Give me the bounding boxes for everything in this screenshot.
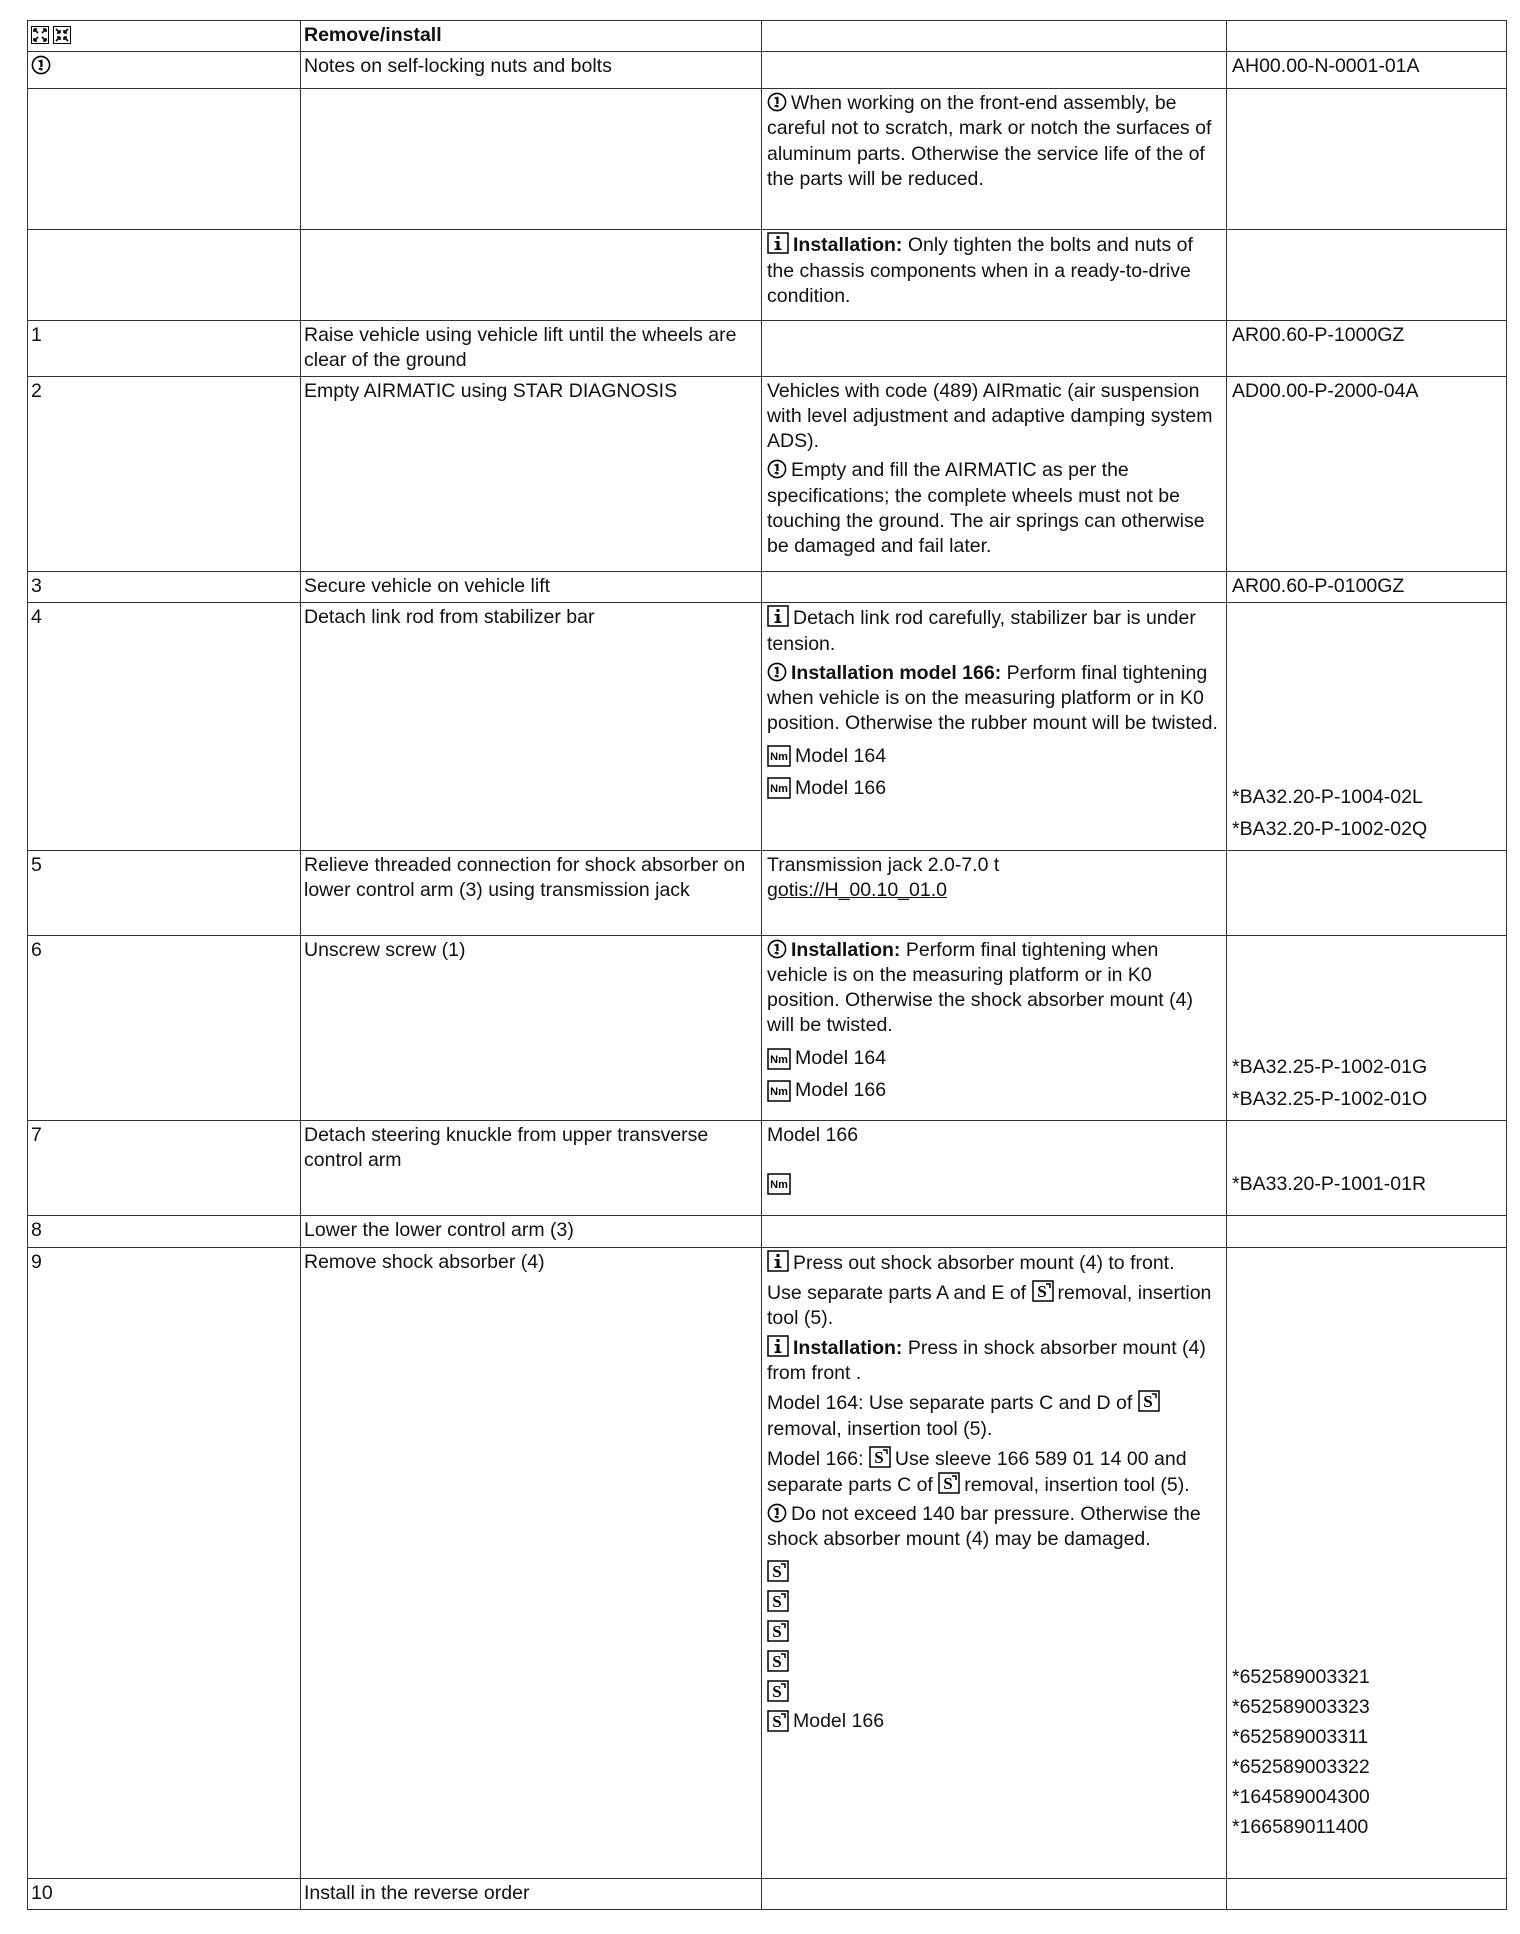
- tool-note: Model 166: S Use sleeve 166 589 01 14 00 and separate parts C of S removal, insertion tool (5).: [767, 1447, 1190, 1496]
- svg-text:Nm: Nm: [770, 751, 788, 764]
- tool-line: [767, 1676, 1223, 1706]
- step-number: 4: [28, 603, 301, 850]
- procedure-document: [27, 20, 1492, 1910]
- table-row: [28, 1247, 1507, 1878]
- document-reference-link[interactable]: AR00.60-P-1000GZ: [1227, 320, 1507, 376]
- header-col3: [762, 21, 1227, 52]
- header-row: [28, 21, 1507, 52]
- warning-note: Installation: Perform final tightening when vehicle is on the measuring platform or in K0 position. Otherwise the shock absorber mount (4) will be twisted.: [767, 939, 1193, 1037]
- tool-note: Transmission jack 2.0-7.0 t: [767, 853, 1000, 876]
- tool-line: [767, 1616, 1223, 1646]
- svg-text:S: S: [1036, 1281, 1047, 1301]
- warning-note: Empty and fill the AIRMATIC as per the specifications; the complete wheels must not be touching the ground. The air springs can otherwise be damaged and fail later.: [767, 459, 1205, 557]
- header-title: Remove/install: [301, 21, 762, 52]
- step-number: 9: [28, 1247, 301, 1878]
- torque-line: Nm Model 164: [767, 1043, 1223, 1075]
- svg-text:S: S: [772, 1682, 782, 1702]
- tool-reference-link[interactable]: *652589003323: [1232, 1696, 1370, 1719]
- document-reference-link[interactable]: *BA32.25-P-1002-01O: [1232, 1088, 1428, 1111]
- svg-text:S: S: [772, 1622, 782, 1642]
- step-text: Notes on self-locking nuts and bolts: [301, 52, 762, 89]
- info-note: Installation: Only tighten the bolts and nuts of the chassis components when in a ready-to-drive condition.: [767, 234, 1193, 307]
- special-tool-icon[interactable]: [767, 1560, 789, 1582]
- step-text: Secure vehicle on vehicle lift: [301, 572, 762, 603]
- table-row: [28, 89, 1507, 230]
- step-number: 7: [28, 1121, 301, 1216]
- nm-torque-icon[interactable]: [767, 745, 791, 767]
- svg-text:Nm: Nm: [770, 783, 788, 796]
- info-i-icon: [767, 232, 789, 254]
- special-tool-icon[interactable]: [869, 1446, 891, 1468]
- tool-line: [767, 1556, 1223, 1586]
- table-row: [28, 320, 1507, 376]
- applicability-note: Model 166: [767, 1124, 859, 1147]
- svg-text:S: S: [1142, 1392, 1153, 1412]
- info-note: Installation: Press in shock absorber mount (4) from front .: [767, 1337, 1206, 1385]
- document-reference-link[interactable]: *BA32.20-P-1002-02Q: [1232, 817, 1428, 840]
- table-row: [28, 1216, 1507, 1247]
- warning-circle-icon: [767, 662, 787, 682]
- svg-text:S: S: [874, 1447, 884, 1467]
- header-icons-cell: [28, 21, 301, 52]
- collapse-icon[interactable]: [53, 26, 71, 44]
- info-i-icon: [767, 1250, 789, 1272]
- step-text: Detach link rod from stabilizer bar: [301, 603, 762, 850]
- document-reference-link[interactable]: AD00.00-P-2000-04A: [1227, 376, 1507, 571]
- warning-note: Do not exceed 140 bar pressure. Otherwise the shock absorber mount (4) may be damaged.: [767, 1502, 1201, 1551]
- warning-circle-icon: [767, 1503, 787, 1523]
- special-tool-icon[interactable]: [938, 1472, 960, 1494]
- special-tool-icon[interactable]: [767, 1710, 789, 1732]
- tool-reference-link[interactable]: *652589003321: [1232, 1666, 1370, 1689]
- step-number: 2: [28, 376, 301, 571]
- tool-line: S Model 166: [767, 1706, 1223, 1736]
- step-number: 8: [28, 1216, 301, 1247]
- svg-text:S: S: [943, 1473, 953, 1493]
- step-text: Raise vehicle using vehicle lift until the wheels are clear of the ground: [301, 320, 762, 376]
- special-tool-icon[interactable]: [1138, 1390, 1160, 1412]
- special-tool-icon[interactable]: [767, 1620, 789, 1642]
- warning-circle-icon: [767, 92, 787, 112]
- warning-circle-icon: [31, 55, 51, 75]
- step-text: Empty AIRMATIC using STAR DIAGNOSIS: [301, 376, 762, 571]
- nm-torque-icon[interactable]: [767, 1048, 791, 1070]
- step-number: 10: [28, 1878, 301, 1909]
- svg-text:S: S: [772, 1592, 782, 1612]
- table-row: [28, 850, 1507, 935]
- applicability-note: Vehicles with code (489) AIRmatic (air suspension with level adjustment and adaptive damping system ADS).: [767, 379, 1213, 453]
- nm-torque-icon[interactable]: [767, 777, 791, 799]
- step-text: Relieve threaded connection for shock absorber on lower control arm (3) using transmission jack: [301, 850, 762, 935]
- document-reference-link[interactable]: AH00.00-N-0001-01A: [1227, 52, 1507, 89]
- tool-note: Model 164: Use separate parts C and D of S removal, insertion tool (5).: [767, 1390, 1223, 1441]
- warning-circle-icon: [767, 939, 787, 959]
- warning-circle-icon: [767, 459, 787, 479]
- torque-line: Nm Model 166: [767, 1075, 1223, 1107]
- step-text: Detach steering knuckle from upper transverse control arm: [301, 1121, 762, 1216]
- svg-text:Nm: Nm: [770, 1085, 788, 1098]
- step-text: Unscrew screw (1): [301, 936, 762, 1121]
- tool-line: [767, 1646, 1223, 1676]
- step-number: 3: [28, 572, 301, 603]
- tool-reference-link[interactable]: *164589004300: [1232, 1786, 1370, 1809]
- warning-note: When working on the front-end assembly, be careful not to scratch, mark or notch the surfaces of aluminum parts. Otherwise the service life of the of the parts will be reduced.: [767, 92, 1212, 190]
- special-tool-icon[interactable]: [767, 1590, 789, 1612]
- document-reference-link[interactable]: *BA32.20-P-1004-02L: [1232, 785, 1423, 808]
- special-tool-icon[interactable]: [767, 1680, 789, 1702]
- document-reference-link[interactable]: *BA32.25-P-1002-01G: [1232, 1056, 1428, 1079]
- info-note: Press out shock absorber mount (4) to front.: [767, 1250, 1223, 1276]
- svg-text:S: S: [772, 1562, 782, 1582]
- tool-reference-link[interactable]: *652589003311: [1232, 1726, 1369, 1749]
- special-tool-icon[interactable]: [1032, 1280, 1054, 1302]
- tool-note: Use separate parts A and E of S removal, insertion tool (5).: [767, 1281, 1212, 1329]
- table-row: [28, 936, 1507, 1121]
- step-text: Install in the reverse order: [301, 1878, 762, 1909]
- tool-reference-link[interactable]: *652589003322: [1232, 1756, 1370, 1779]
- expand-icon[interactable]: [31, 26, 49, 44]
- svg-text:S: S: [772, 1712, 782, 1732]
- document-reference-link[interactable]: *BA33.20-P-1001-01R: [1232, 1172, 1427, 1195]
- svg-text:Nm: Nm: [770, 1053, 788, 1066]
- info-i-icon: [767, 605, 789, 627]
- table-row: [28, 572, 1507, 603]
- step-number: 1: [28, 320, 301, 376]
- torque-line: [767, 1168, 1223, 1200]
- table-row: [28, 52, 1507, 89]
- step-text: Remove shock absorber (4): [301, 1247, 762, 1878]
- step-text: Lower the lower control arm (3): [301, 1216, 762, 1247]
- table-row: [28, 230, 1507, 320]
- step-number: 6: [28, 936, 301, 1121]
- info-note: Detach link rod carefully, stabilizer bar is under tension.: [767, 607, 1196, 655]
- step-number: 5: [28, 850, 301, 935]
- info-i-icon: [767, 1335, 789, 1357]
- procedure-table: [27, 20, 1507, 1910]
- table-row: [28, 1878, 1507, 1909]
- nm-torque-icon[interactable]: [767, 1173, 791, 1195]
- svg-text:Nm: Nm: [770, 1179, 788, 1192]
- warning-note: Installation model 166: Perform final tightening when vehicle is on the measuring platform or in K0 position. Otherwise the rubber mount will be twisted.: [767, 661, 1218, 735]
- gotis-link[interactable]: gotis://H_00.10_01.0: [767, 879, 947, 902]
- torque-line: Nm Model 164: [767, 740, 1223, 772]
- special-tool-icon[interactable]: [767, 1650, 789, 1672]
- tool-line: [767, 1586, 1223, 1616]
- table-row: [28, 1121, 1507, 1216]
- document-reference-link[interactable]: AR00.60-P-0100GZ: [1227, 572, 1507, 603]
- table-row: [28, 603, 1507, 850]
- table-row: [28, 376, 1507, 571]
- header-col4: [1227, 21, 1507, 52]
- nm-torque-icon[interactable]: [767, 1080, 791, 1102]
- svg-text:S: S: [772, 1652, 782, 1672]
- torque-line: Nm Model 166: [767, 772, 1223, 804]
- tool-reference-link[interactable]: *166589011400: [1232, 1816, 1369, 1839]
